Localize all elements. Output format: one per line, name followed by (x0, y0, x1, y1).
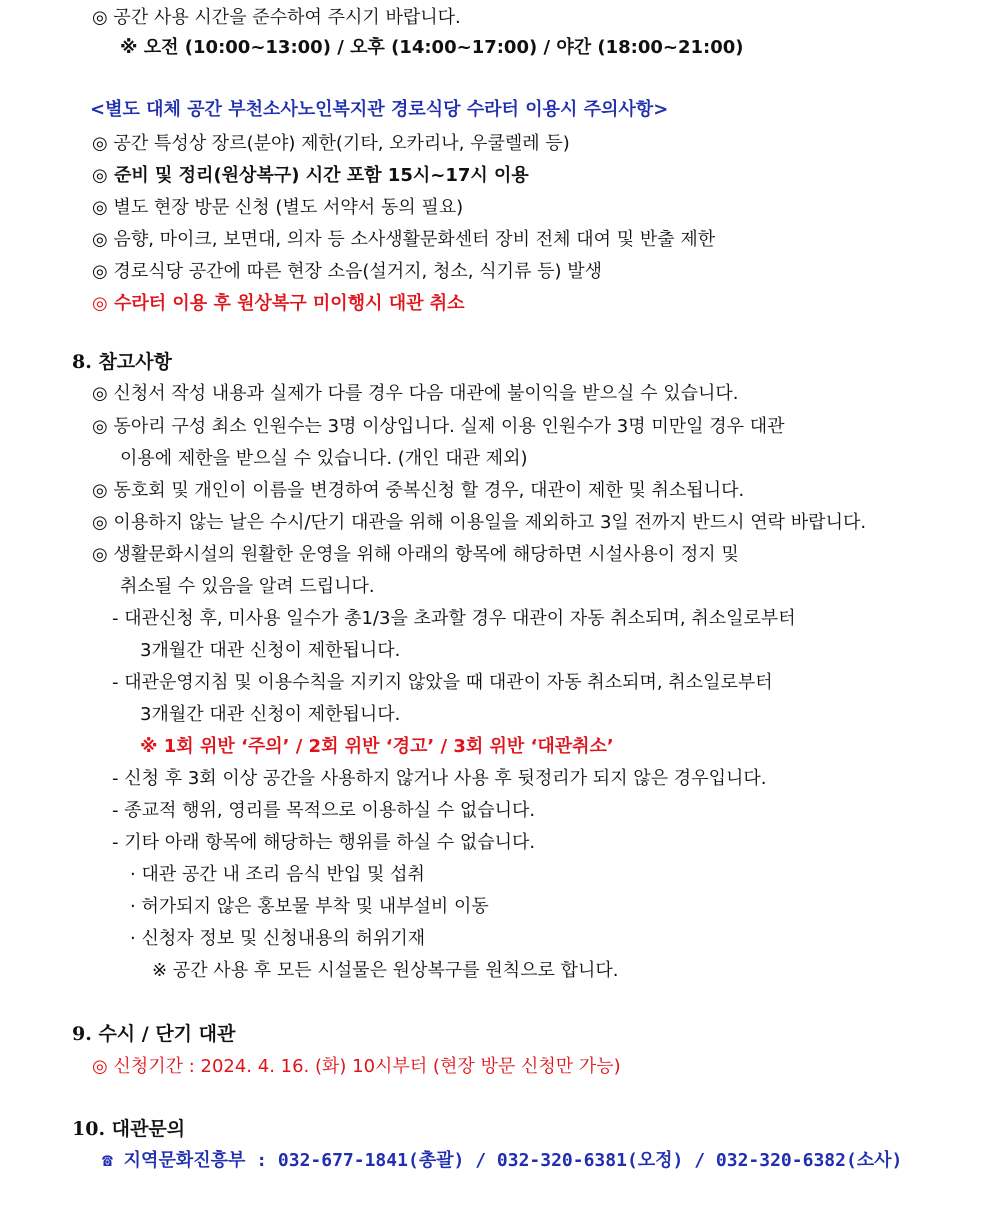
application-period: ◎ 신청기간 : 2024. 4. 16. (화) 10시부터 (현장 방문 신청만 가능) (92, 1056, 621, 1077)
alt-space-item: ◎ 수라터 이용 후 원상복구 미이행시 대관 취소 (92, 293, 465, 314)
notice-line: 취소될 수 있음을 알려 드립니다. (120, 576, 375, 597)
notice-line: - 신청 후 3회 이상 공간을 사용하지 않거나 사용 후 뒷정리가 되지 않은 경우입니다. (112, 768, 767, 789)
notice-subitem: · 허가되지 않은 홍보물 부착 및 내부설비 이동 (130, 896, 489, 917)
notice-subitem: · 대관 공간 내 조리 음식 반입 및 섭취 (130, 864, 425, 885)
contact-info: ☎ 지역문화진흥부 : 032-677-1841(총괄) / 032-320-6381(오정) / 032-320-6382(소사) (102, 1150, 903, 1171)
notice-line: ◎ 이용하지 않는 날은 수시/단기 대관을 위해 이용일을 제외하고 3일 전까지 반드시 연락 바랍니다. (92, 512, 867, 533)
notice-line: 3개월간 대관 신청이 제한됩니다. (140, 640, 401, 661)
section-8-heading: 8. 참고사항 (72, 351, 172, 373)
notice-line: - 대관운영지침 및 이용수칙을 지키지 않았을 때 대관이 자동 취소되며, 취소일로부터 (112, 672, 773, 693)
notice-line: - 종교적 행위, 영리를 목적으로 이용하실 수 없습니다. (112, 800, 536, 821)
notice-line: ◎ 신청서 작성 내용과 실제가 다를 경우 다음 대관에 불이익을 받으실 수 있습니다. (92, 383, 739, 404)
alt-space-item: ◎ 준비 및 정리(원상복구) 시간 포함 15시~17시 이용 (92, 165, 529, 186)
notice-line: - 대관신청 후, 미사용 일수가 총1/3을 초과할 경우 대관이 자동 취소되며, 취소일로부터 (112, 608, 796, 629)
notice-subitem: · 신청자 정보 및 신청내용의 허위기재 (130, 928, 426, 949)
alt-space-item: ◎ 공간 특성상 장르(분야) 제한(기타, 오카리나, 우쿨렐레 등) (92, 133, 570, 154)
notice-line: ※ 공간 사용 후 모든 시설물은 원상복구를 원칙으로 합니다. (152, 960, 619, 981)
alt-space-item: ◎ 음향, 마이크, 보면대, 의자 등 소사생활문화센터 장비 전체 대여 및 반출 제한 (92, 229, 716, 250)
notice-line: ◎ 동아리 구성 최소 인원수는 3명 이상입니다. 실제 이용 인원수가 3명 미만일 경우 대관 (92, 416, 785, 437)
time-notice: ◎ 공간 사용 시간을 준수하여 주시기 바랍니다. (92, 7, 461, 28)
section-10-heading: 10. 대관문의 (72, 1118, 186, 1140)
alt-space-item: ◎ 경로식당 공간에 따른 현장 소음(설거지, 청소, 식기류 등) 발생 (92, 261, 602, 282)
alt-space-title: <별도 대체 공간 부천소사노인복지관 경로식당 수라터 이용시 주의사항> (90, 99, 669, 120)
section-9-heading: 9. 수시 / 단기 대관 (72, 1023, 236, 1045)
alt-space-item: ◎ 별도 현장 방문 신청 (별도 서약서 동의 필요) (92, 197, 464, 218)
time-slots: ※ 오전 (10:00~13:00) / 오후 (14:00~17:00) / 야간 (18:00~21:00) (120, 37, 744, 58)
notice-line: ◎ 동호회 및 개인이 이름을 변경하여 중복신청 할 경우, 대관이 제한 및 취소됩니다. (92, 480, 745, 501)
notice-line: - 기타 아래 항목에 해당하는 행위를 하실 수 없습니다. (112, 832, 536, 853)
violation-warning: ※ 1회 위반 ‘주의’ / 2회 위반 ‘경고’ / 3회 위반 ‘대관취소’ (140, 736, 614, 757)
notice-line: ◎ 생활문화시설의 원활한 운영을 위해 아래의 항목에 해당하면 시설사용이 정지 및 (92, 544, 739, 565)
notice-line: 이용에 제한을 받으실 수 있습니다. (개인 대관 제외) (120, 448, 528, 469)
notice-line: 3개월간 대관 신청이 제한됩니다. (140, 704, 401, 725)
